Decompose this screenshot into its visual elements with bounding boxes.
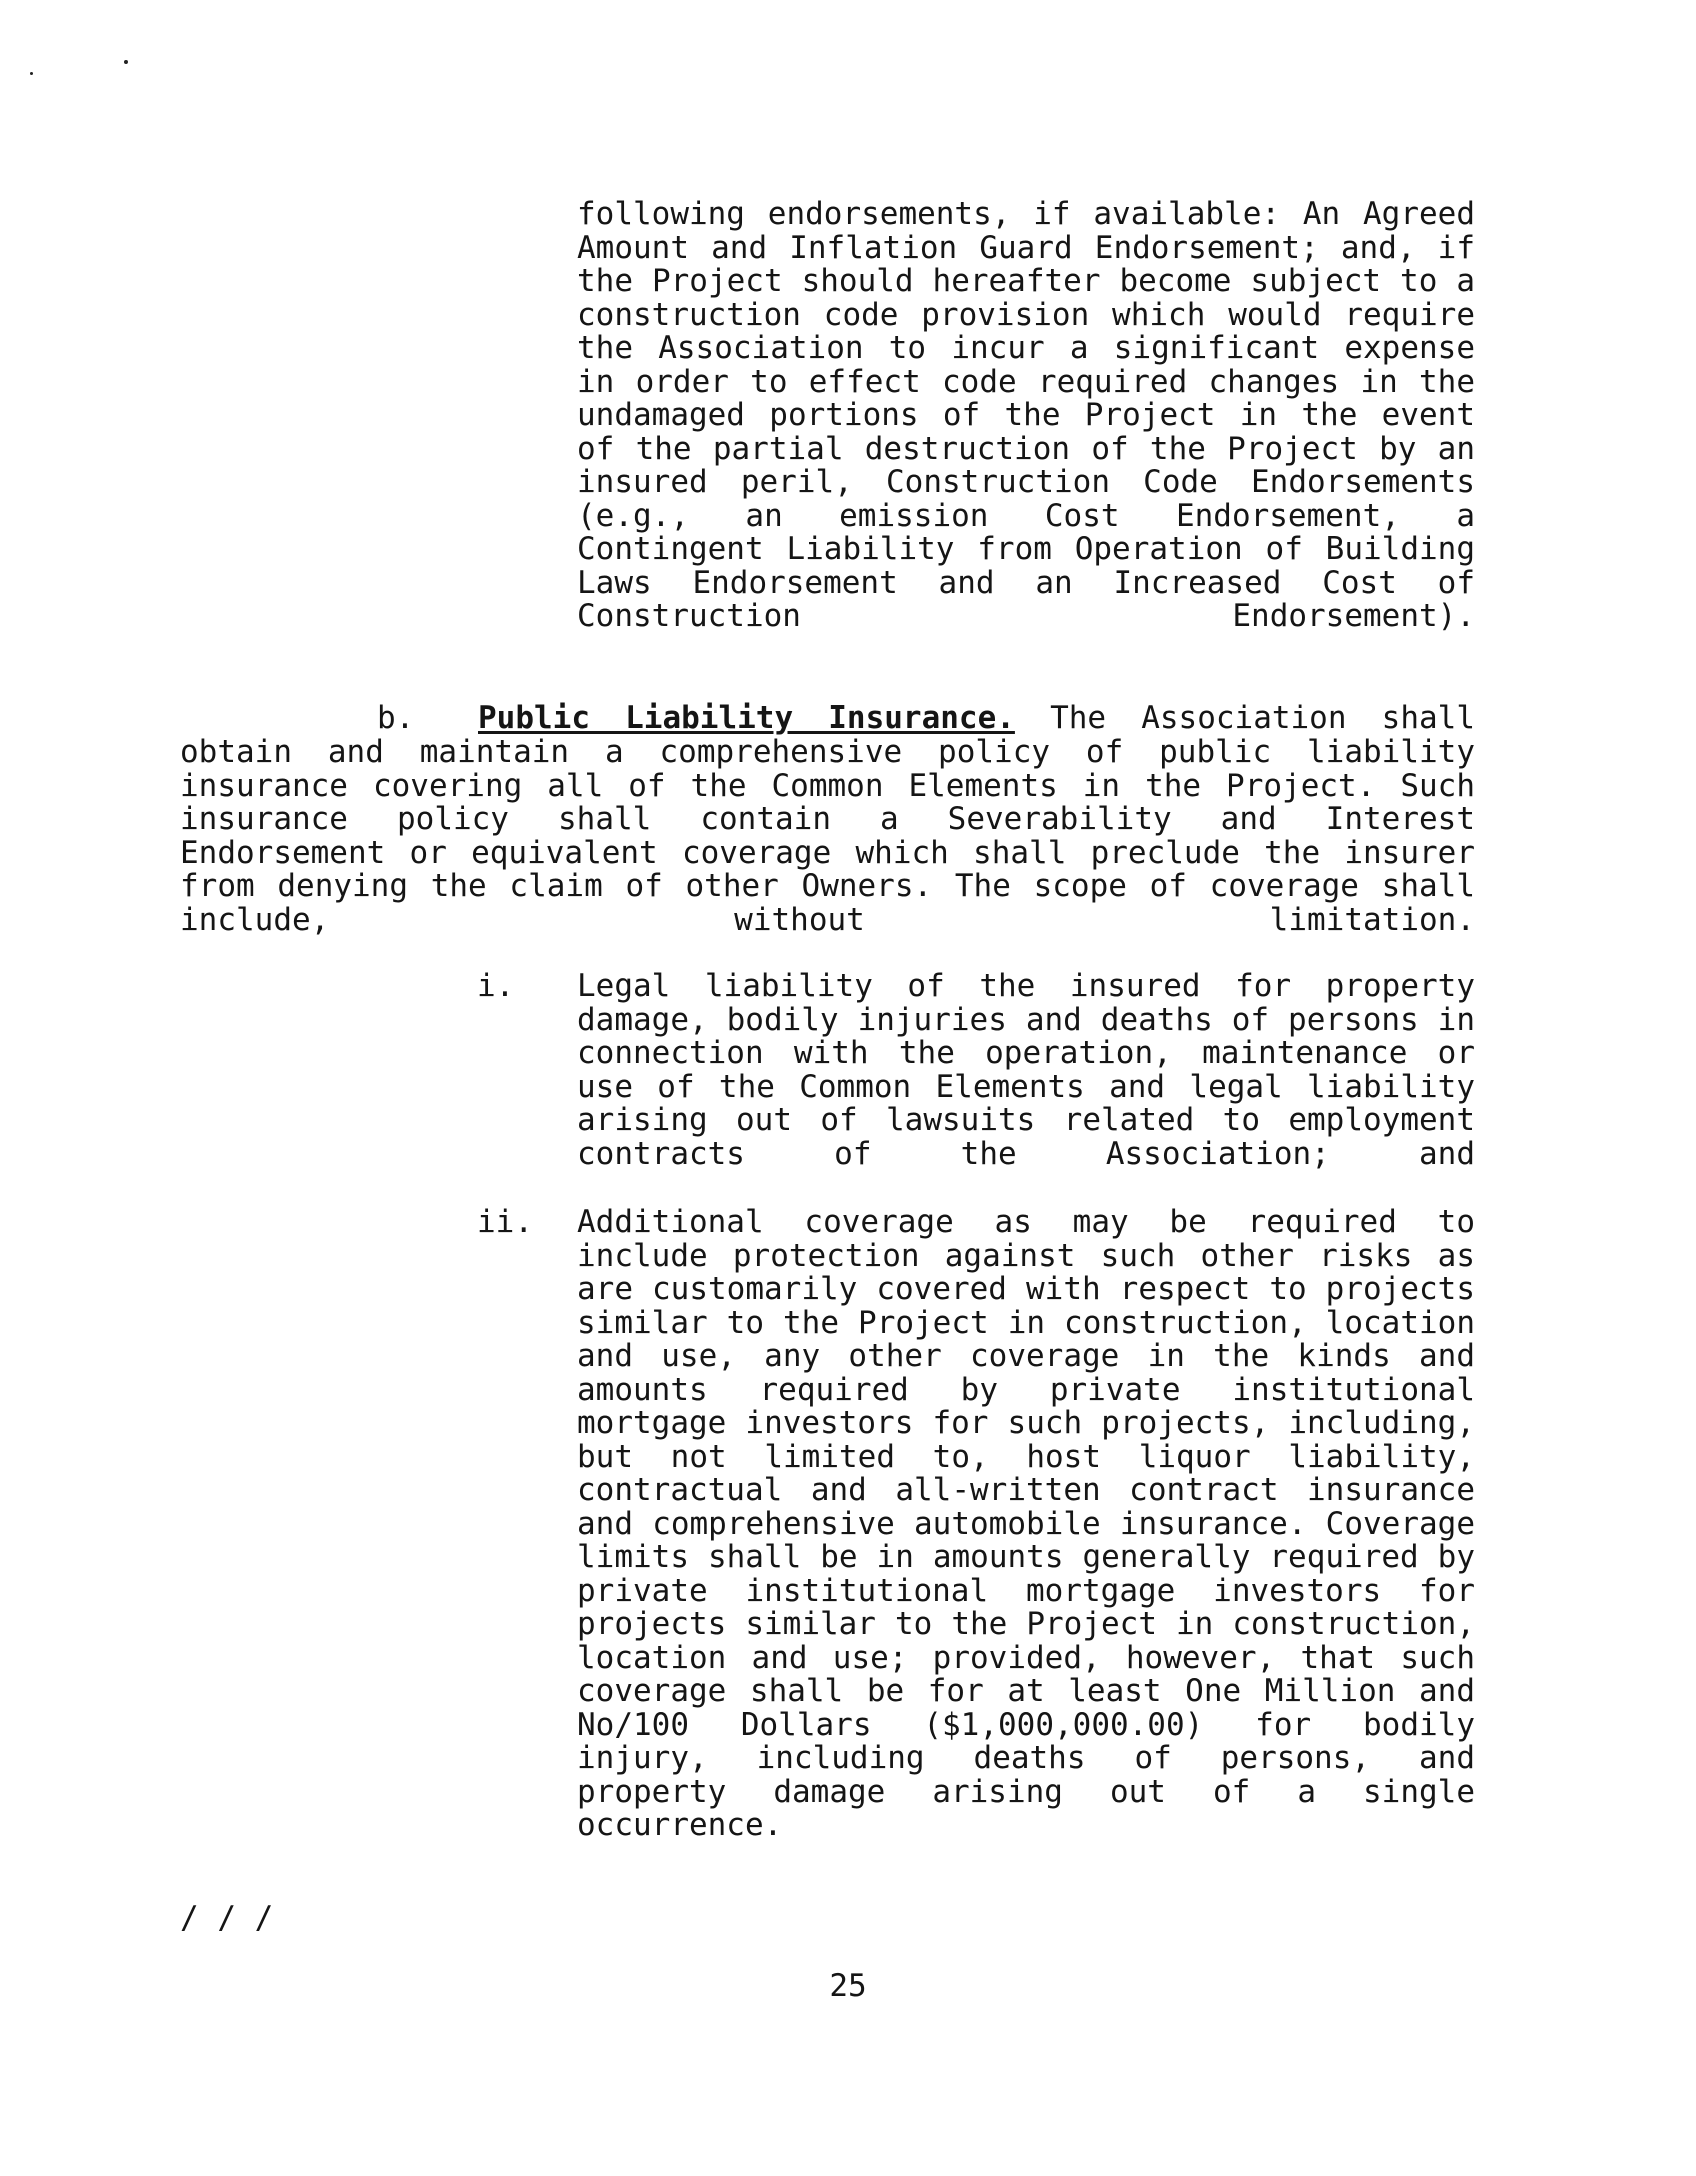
section-b-first-line-text: The Association shall: [1014, 700, 1475, 736]
item-i-text: Legal liability of the insured for property damage, bodily injuries and deaths of persons in connection with the operation, maintenance or use of the Common Elements and legal liability arising out of lawsuits related to employment contracts of the Association; and: [577, 968, 1475, 1172]
continuation-paragraph: following endorsements, if available: An Agreed Amount and Inflation Guard Endorsement; and, if the Project should hereafter become subject to a construction code provision which would require the Association to incur a significant expense in order to effect code required changes in the undamaged portions of the Project in the event of the partial destruction of the Project by an insured peril, Construction Code Endorsements (e.g., an emission Cost Endorsement, a Contingent Liability from Operation of Building Laws Endorsement and an Increased Cost of Construction Endorsement).: [577, 196, 1475, 634]
item-ii-label: ii.: [477, 1204, 533, 1240]
item-i-label: i.: [477, 968, 515, 1004]
page-number: 25: [829, 1968, 867, 2004]
item-ii-text: Additional coverage as may be required to include protection against such other risks as are customarily covered with respect to projects similar to the Project in construction, location and use, any other coverage in the kinds and amounts required by private institutional mortgage investors for such projects, including, but not limited to, host liquor liability, contractual and all-written contract insurance and comprehensive automobile insurance. Coverage limits shall be in amounts generally required by private institutional mortgage investors for projects similar to the Project in construction, location and use; provided, however, that such coverage shall be for at least One Million and No/100 Dollars ($1,000,000.00) for bodily injury, including deaths of persons, and property damage arising out of a single occurrence.: [577, 1204, 1475, 1843]
scan-artifact-dot: [124, 60, 128, 64]
section-b-body: obtain and maintain a comprehensive policy of public liability insurance covering all of the Common Elements in the Project. Such insurance policy shall contain a Severability and Interest Endorsement or equivalent coverage which shall preclude the insurer from denying the claim of other Owners. The scope of coverage shall include, without limitation.: [180, 734, 1475, 938]
section-b-label: b.: [377, 700, 415, 736]
scan-artifact-dot: [30, 72, 33, 75]
section-b-heading: Public Liability Insurance.: [478, 700, 1015, 736]
continuation-slashes: / / /: [180, 1900, 274, 1936]
